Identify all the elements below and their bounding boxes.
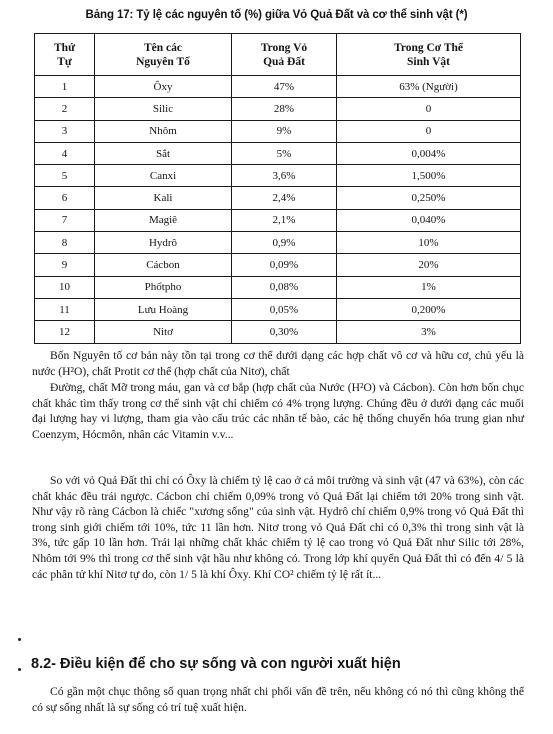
cell-organism: 10%: [337, 232, 521, 254]
cell-organism: 0,250%: [337, 187, 521, 209]
cell-earth-crust: 5%: [232, 142, 337, 164]
cell-element: Magiê: [95, 209, 232, 231]
cell-order: 8: [35, 232, 95, 254]
cell-earth-crust: 2,1%: [232, 209, 337, 231]
section-heading: 8.2- Điều kiện để cho sự sống và con người xuất hiện: [31, 656, 401, 672]
scan-speck: [18, 638, 21, 641]
table-header-row: [35, 34, 521, 76]
cell-element: Phốtpho: [95, 276, 232, 298]
table-row: [35, 142, 521, 164]
cell-organism: 0,004%: [337, 142, 521, 164]
cell-order: 6: [35, 187, 95, 209]
cell-organism: 63% (Người): [337, 76, 521, 98]
cell-element: Cácbon: [95, 254, 232, 276]
cell-organism: 0,200%: [337, 298, 521, 320]
cell-organism: 20%: [337, 254, 521, 276]
cell-order: 1: [35, 76, 95, 98]
table-row: [35, 254, 521, 276]
table-caption: Bảng 17: Tỷ lệ các nguyên tố (%) giữa Vỏ Quả Đất và cơ thể sinh vật (*): [85, 9, 468, 21]
cell-earth-crust: 0,05%: [232, 298, 337, 320]
header-earth-crust: Trong Vỏ Quả Đất: [232, 34, 337, 76]
cell-element: Nitơ: [95, 321, 232, 343]
cell-order: 7: [35, 209, 95, 231]
cell-organism: 0: [337, 120, 521, 142]
table-row: [35, 209, 521, 231]
table-row: [35, 276, 521, 298]
cell-earth-crust: 2,4%: [232, 187, 337, 209]
cell-organism: 1%: [337, 276, 521, 298]
cell-order: 2: [35, 98, 95, 120]
cell-earth-crust: 0,9%: [232, 232, 337, 254]
cell-earth-crust: 47%: [232, 76, 337, 98]
header-order: Thứ Tự: [35, 34, 95, 76]
cell-element: Hydrô: [95, 232, 232, 254]
cell-organism: 0,040%: [337, 209, 521, 231]
cell-order: 9: [35, 254, 95, 276]
table-row: [35, 298, 521, 320]
paragraph-2: Đường, chất Mỡ trong máu, gan và cơ bắp (hợp chất của Nước (H²O) và Cácbon). Còn hơn bốn chục chất khác tìm thấy trong cơ thể sinh vật chỉ chiếm có 4% trọng lượng. Chúng đều ở dưới dạng các muối đại lượng hay vi lượng, tham gia vào cấu trúc các nhân tế bào, các hệ thống chuyển hóa trung gian như Coenzym, Hócmôn, nhân các Vitamin v.v...: [32, 381, 524, 441]
table-row: [35, 165, 521, 187]
cell-element: Ôxy: [95, 76, 232, 98]
cell-order: 4: [35, 142, 95, 164]
cell-element: Kali: [95, 187, 232, 209]
paragraph-3: So với vỏ Quả Đất thì chỉ có Ôxy là chiếm tỷ lệ cao ở cả môi trường và sinh vật (47 và 63%), còn các chất khác đều trái ngược. Cácbon chỉ chiếm 0,09% trong vỏ Quả Đất lại chiếm tới 20% trong sinh vật. Như vậy rõ ràng Cácbon là chiếc "xương sống" của sinh vật. Hydrô chỉ chiếm 0,9% trong vỏ Quả Đất thì trong sinh giới chiếm tới 10%, tức 11 lần hơn. Nitơ trong vỏ Quả Đất chỉ có 0,3% thì trong sinh vật là 3%, tức gấp 10 lần hơn. Trái lại những chất khác chiếm tỷ lệ cao trong vỏ Quả Đất như Silic tới 28%, Nhôm tới 9% thì trong cơ thể sinh vật hầu như không có. Trong lớp khí quyển Quả Đất thì có đến 4/ 5 là các phân tử khí Nitơ tự do, còn 1/ 5 là khí Ôxy. Khí CO² chiếm tỷ lệ rất ít...: [32, 474, 524, 581]
table-row: [35, 98, 521, 120]
cell-organism: 3%: [337, 321, 521, 343]
cell-element: Canxi: [95, 165, 232, 187]
header-organism: Trong Cơ Thể Sinh Vật: [337, 34, 521, 76]
paragraph-4: Có gần một chục thông số quan trọng nhất chi phối vấn đề trên, nếu không có nó thì cũng không thể có sự sống nhất là sự sống có trí tuệ xuất hiện.: [32, 685, 524, 714]
cell-organism: 1,500%: [337, 165, 521, 187]
cell-earth-crust: 3,6%: [232, 165, 337, 187]
cell-order: 11: [35, 298, 95, 320]
cell-element: Sắt: [95, 142, 232, 164]
cell-earth-crust: 0,30%: [232, 321, 337, 343]
cell-element: Silic: [95, 98, 232, 120]
header-element-name: Tên các Nguyên Tố: [95, 34, 232, 76]
scan-speck: [18, 668, 21, 671]
cell-element: Lưu Hoàng: [95, 298, 232, 320]
table-row: [35, 120, 521, 142]
table-row: [35, 321, 521, 343]
cell-earth-crust: 0,09%: [232, 254, 337, 276]
cell-earth-crust: 0,08%: [232, 276, 337, 298]
element-ratio-table: [34, 33, 521, 344]
cell-organism: 0: [337, 98, 521, 120]
cell-order: 3: [35, 120, 95, 142]
cell-element: Nhôm: [95, 120, 232, 142]
cell-order: 12: [35, 321, 95, 343]
table-row: [35, 232, 521, 254]
table-row: [35, 187, 521, 209]
table-row: [35, 76, 521, 98]
paragraph-1: Bốn Nguyên tố cơ bản này tồn tại trong cơ thể dưới dạng các hợp chất vô cơ và hữu cơ, chủ yếu là nước (H²O), chất Protit cơ thể (hợp chất của Nitơ), chất: [32, 349, 524, 378]
cell-earth-crust: 28%: [232, 98, 337, 120]
cell-earth-crust: 9%: [232, 120, 337, 142]
cell-order: 10: [35, 276, 95, 298]
cell-order: 5: [35, 165, 95, 187]
